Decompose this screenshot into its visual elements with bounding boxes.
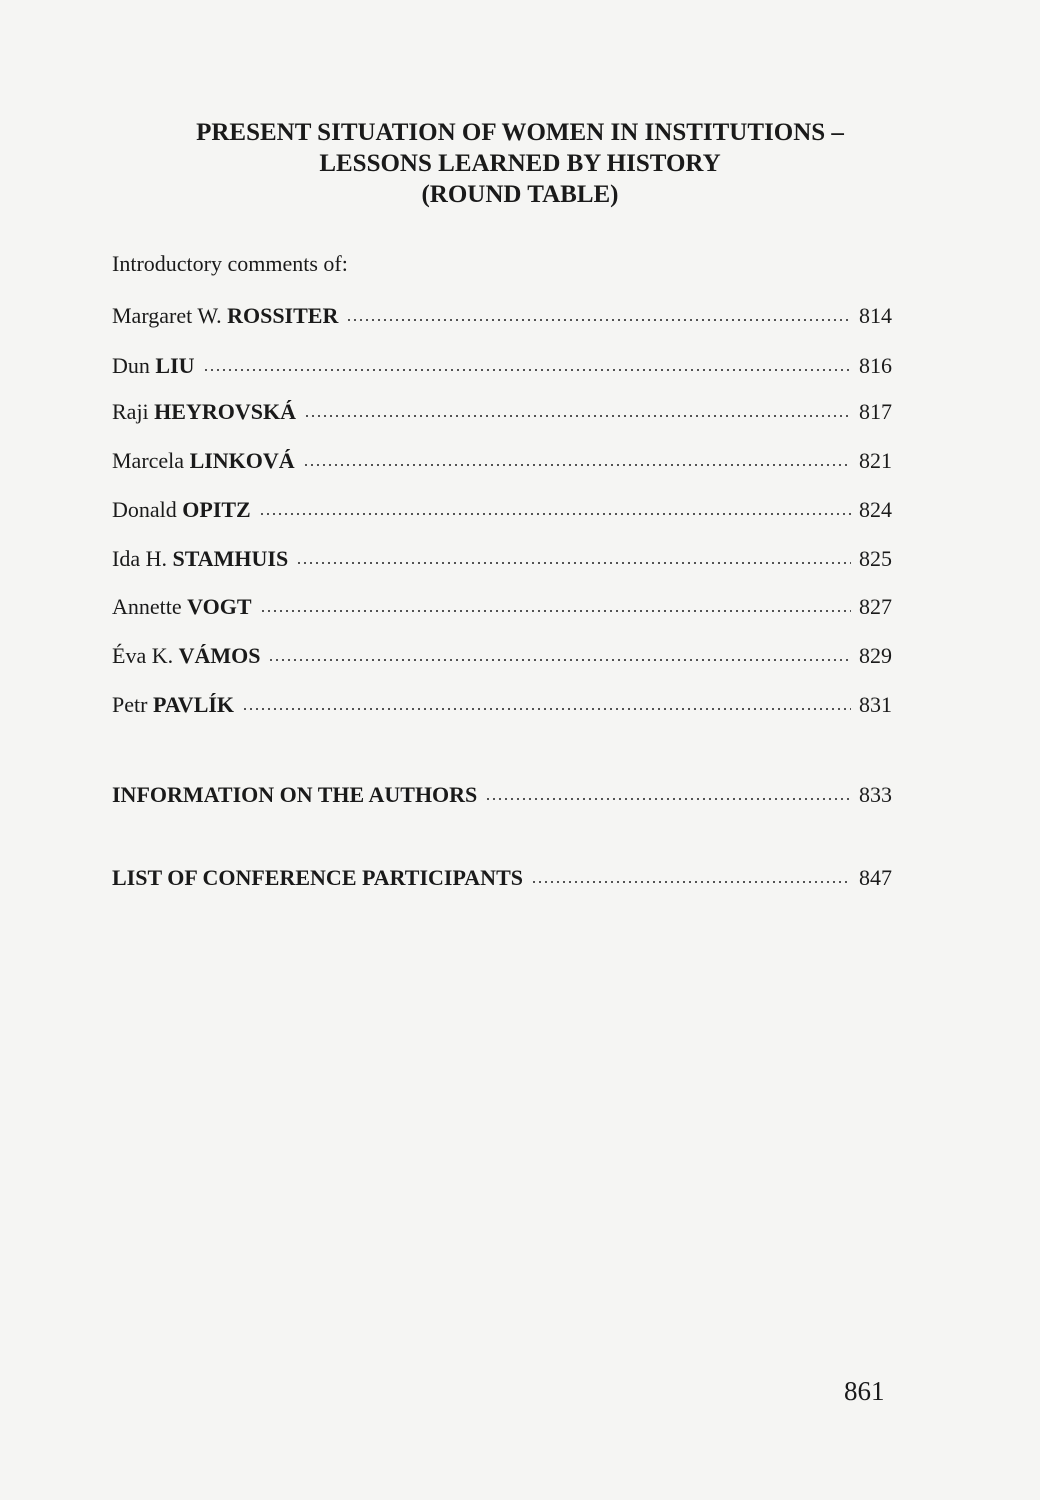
title-line-1: PRESENT SITUATION OF WOMEN IN INSTITUTIONS – [196,119,844,146]
dot-leader [268,642,851,662]
given-name: Éva K. [112,643,174,668]
toc-entry-stamhuis[interactable] [112,546,892,572]
dot-leader [296,545,851,565]
title-line-2: LESSONS LEARNED BY HISTORY [319,150,721,177]
toc-entry-conference-participants[interactable] [112,865,892,891]
entry-page-number: 816 [859,353,892,378]
given-name: Margaret W. [112,303,222,328]
given-name: Dun [112,353,150,378]
entry-name [112,692,234,718]
entry-page-number: 825 [859,546,892,571]
entry-page-number: 833 [859,782,892,807]
dot-leader [242,691,851,711]
surname: HEYROVSKÁ [154,399,296,424]
entry-name [112,643,260,669]
dot-leader [346,302,851,322]
entry-page-number: 829 [859,643,892,668]
dot-leader [260,593,851,613]
page-number: 861 [844,1376,885,1406]
section-entry-title: INFORMATION ON THE AUTHORS [112,782,478,807]
toc-entry-information-on-authors[interactable] [112,782,892,808]
toc-entry-vamos[interactable] [112,643,892,669]
surname: LINKOVÁ [189,448,295,473]
dot-leader [259,496,851,516]
surname: PAVLÍK [152,692,235,717]
dot-leader [485,781,851,801]
entry-name [112,448,295,474]
entry-name [112,594,252,620]
entry-name [112,497,251,523]
surname: ROSSITER [227,303,339,328]
surname: VOGT [187,594,252,619]
toc-entry-liu[interactable] [112,353,892,379]
dot-leader [203,352,851,372]
entry-name [112,303,338,329]
intro-text: Introductory comments of: [112,251,348,276]
given-name: Ida H. [112,546,167,571]
toc-entry-heyrovska[interactable] [112,399,892,425]
dot-leader [303,447,851,467]
entry-page-number: 821 [859,448,892,473]
entry-page-number: 847 [859,865,892,890]
section-title [0,117,1040,210]
entry-page-number: 817 [859,399,892,424]
entry-page-number: 827 [859,594,892,619]
toc-entry-vogt[interactable] [112,594,892,620]
toc-entry-rossiter[interactable] [112,303,892,329]
surname: STAMHUIS [172,546,289,571]
toc-entry-pavlik[interactable] [112,692,892,718]
toc-entry-opitz[interactable] [112,497,892,523]
entry-page-number: 831 [859,692,892,717]
surname: LIU [155,353,195,378]
given-name: Petr [112,692,148,717]
entry-page-number: 824 [859,497,892,522]
surname: VÁMOS [178,643,261,668]
toc-entry-linkova[interactable] [112,448,892,474]
entry-name [112,399,296,425]
entry-name [112,353,195,379]
given-name: Donald [112,497,177,522]
dot-leader [531,864,851,884]
given-name: Marcela [112,448,185,473]
dot-leader [304,398,851,418]
given-name: Annette [112,594,182,619]
entry-name [112,546,288,572]
surname: OPITZ [182,497,251,522]
entry-page-number: 814 [859,303,892,328]
section-entry-title: LIST OF CONFERENCE PARTICIPANTS [112,865,523,890]
given-name: Raji [112,399,149,424]
title-line-3: (ROUND TABLE) [421,181,619,208]
